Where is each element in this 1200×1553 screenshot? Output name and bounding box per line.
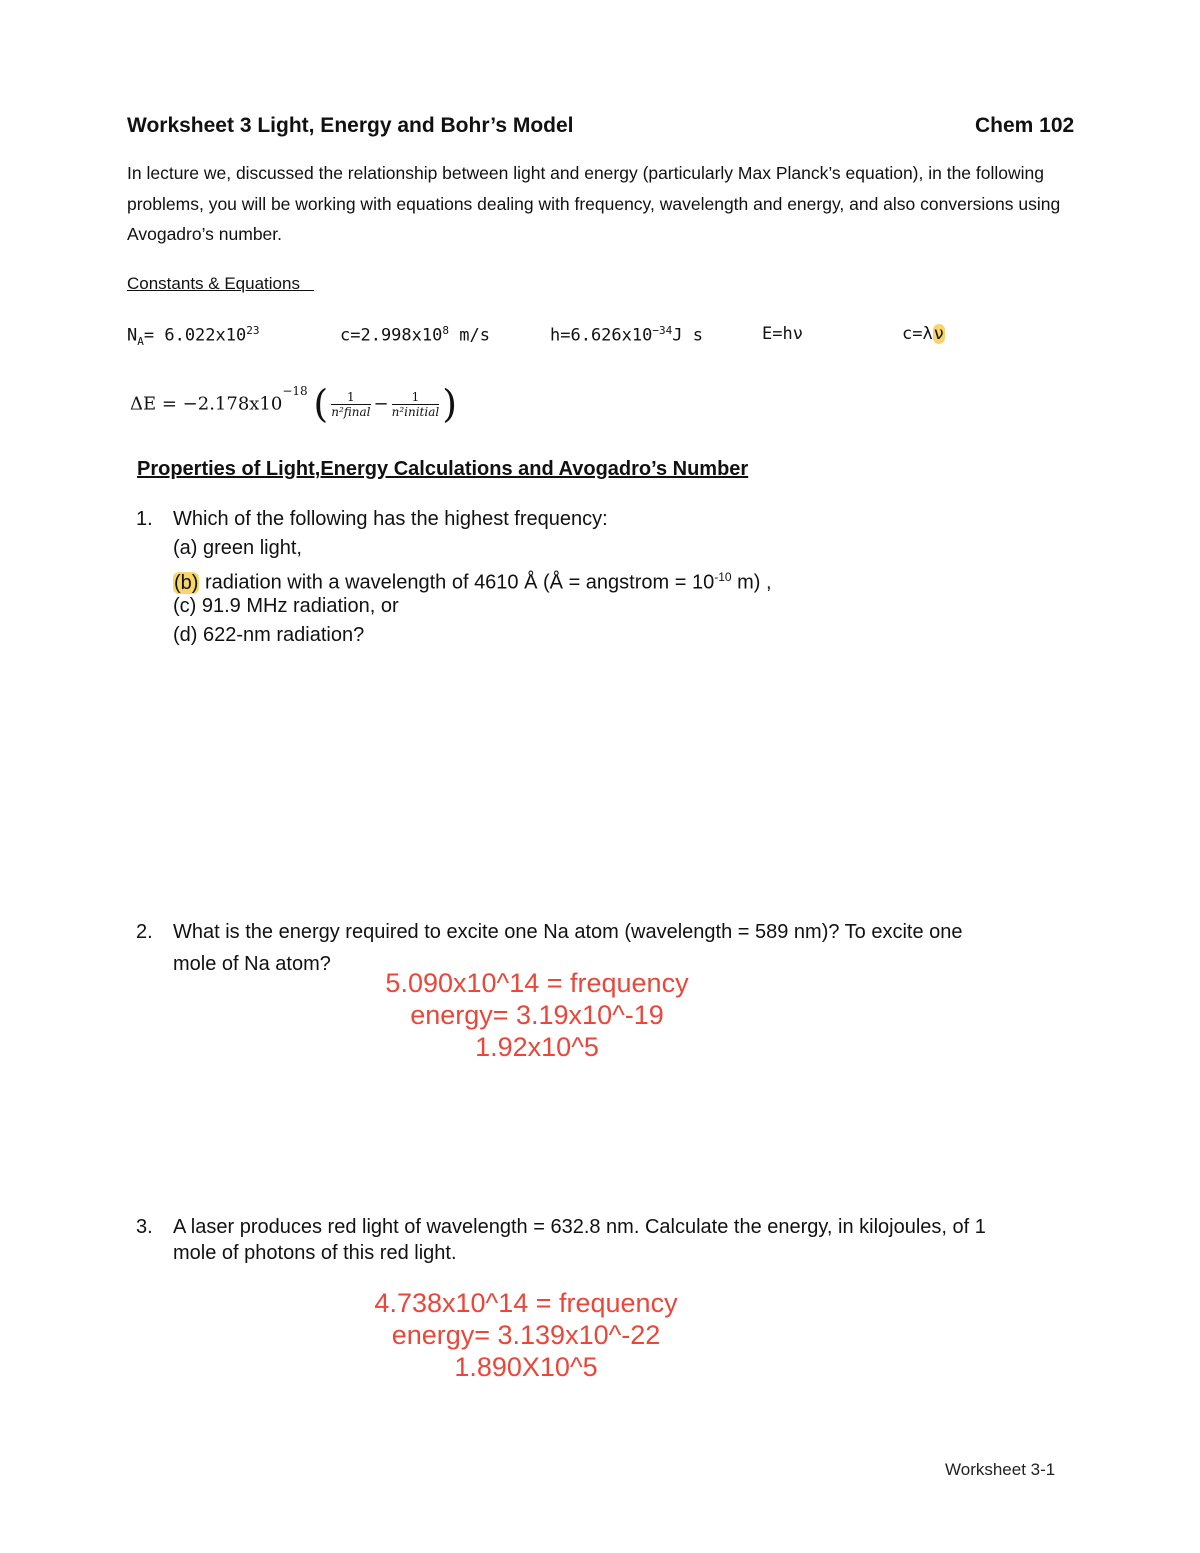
option-b-exponent: -10 [714,570,732,584]
intro-paragraph: In lecture we, discussed the relationship between light and energy (particularly Max Planck’s equation), in the following problems, you will be working with equations dealing with frequency, wavelength and energy, and also conversions using Avogadro’s number. [127,163,1061,244]
constants-heading-text: Constants & Equations [127,274,300,293]
constants-heading [127,274,314,294]
avogadro-exponent: 23 [246,324,260,337]
question-3-text-line2: mole of photons of this red light. [173,1242,457,1264]
course-code: Chem 102 [975,114,1075,137]
answer-2-line2: energy= 3.19x10^-19 [410,1000,664,1030]
question-2-text-line2: mole of Na atom? [173,953,331,975]
answer-2-line3: 1.92x10^5 [475,1032,599,1062]
avogadro-value: = 6.022x10 [143,325,247,346]
fraction-minus: − [373,393,389,415]
wave-equation-base: c=λ [902,324,933,344]
c-exponent: 8 [442,324,449,337]
planck-constant [550,324,703,346]
section-title: Properties of Light,Energy Calculations and Avogadro’s Number [137,458,749,480]
question-1-number: 1. [136,508,153,530]
option-b-text-end: m) , [731,571,772,594]
question-1 [0,505,1200,655]
question-3 [0,1213,1200,1273]
question-2-number: 2. [136,921,153,943]
question-1-option-c: (c) 91.9 MHz radiation, or [173,595,399,617]
c-unit: m/s [448,325,490,346]
energy-equation: E=hν [762,324,803,344]
answer-3-line2: energy= 3.139x10^-22 [391,1320,661,1350]
wave-equation [902,324,945,344]
delta-e-exponent: −18 [282,384,308,398]
option-b-highlight: (b) [174,571,199,594]
fraction-initial: $\frac{1}{\text{n²initial}}$ [391,389,440,419]
h-exponent: −34 [652,324,673,337]
question-3-number: 3. [136,1216,153,1238]
worksheet-title: Worksheet 3 Light, Energy and Bohr’s Model [127,114,574,137]
page-footer: Worksheet 3-1 [945,1460,1056,1479]
fraction-final: $\frac{1}{\text{n²final}}$ [331,389,371,419]
avogadro-symbol: N [127,325,138,346]
question-1-option-a: (a) green light, [173,537,302,559]
avogadro-constant [127,324,259,348]
question-1-text: Which of the following has the highest frequency: [173,508,608,530]
h-unit: J s [672,325,703,346]
speed-of-light-constant [340,324,490,346]
h-value: h=6.626x10 [550,325,653,346]
delta-e-lhs: ΔE = −2.178x10 [130,393,283,415]
delta-e-equation: $\Delta E = -2.178x10^{-18}$ ( $\frac{1}{\text{n²final}}$ − $\frac{1}{\text{n²initial}}$ ) [130,382,458,426]
answer-2-line1: 5.090x10^14 = frequency [385,968,689,998]
answer-3-line3: 1.890X10^5 [454,1352,598,1382]
answer-3-line1: 4.738x10^14 = frequency [374,1288,678,1318]
question-1-option-d: (d) 622-nm radiation? [173,624,365,646]
avogadro-subscript: A [137,335,144,349]
option-b-text: radiation with a wavelength of 4610 Å (Å = angstrom = 10 [199,571,715,594]
question-2-text-line1: What is the energy required to excite one Na atom (wavelength = 589 nm)? To excite one [173,921,963,943]
question-3-text-line1: A laser produces red light of wavelength = 632.8 nm. Calculate the energy, in kilojoules, of 1 [173,1216,986,1238]
c-value: c=2.998x10 [340,325,443,346]
nu-highlight: ν [933,324,944,344]
